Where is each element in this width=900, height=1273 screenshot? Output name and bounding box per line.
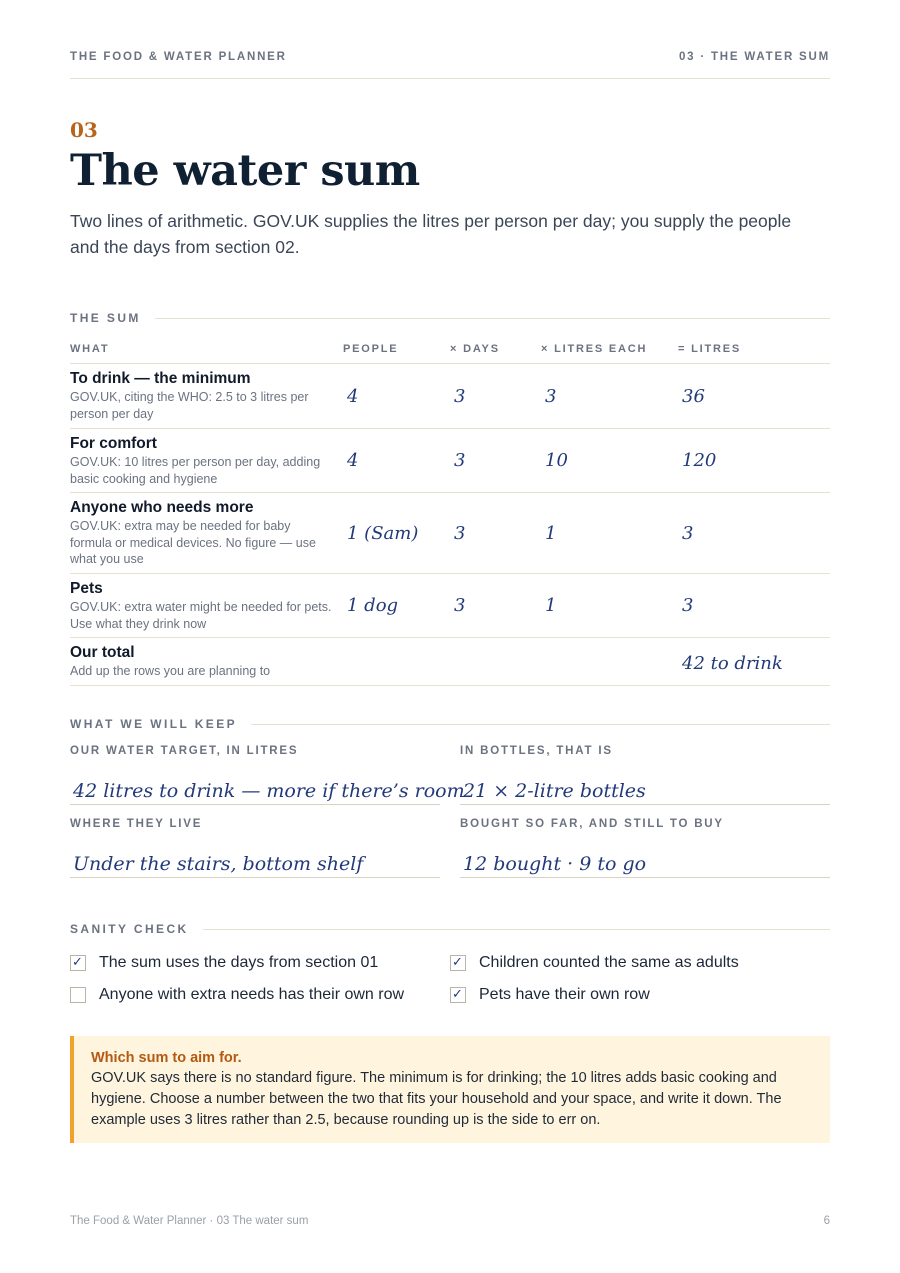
row-note: GOV.UK, citing the WHO: 2.5 to 3 litres per person per day: [70, 390, 309, 421]
row-note: GOV.UK: extra water might be needed for pets. Use what they drink now: [70, 600, 332, 631]
sanity-heading: [70, 922, 830, 936]
row-what: [70, 429, 343, 487]
intro-paragraph: Two lines of arithmetic. GOV.UK supplies the litres per person per day; you supply the people and the days from section 02.: [70, 211, 792, 257]
row-note: GOV.UK: extra may be needed for baby formula or medical devices. No figure — use what you use: [70, 519, 316, 566]
litres-each-value[interactable]: 3: [545, 385, 557, 407]
callout-box: [70, 1036, 830, 1143]
people-value[interactable]: 4: [347, 385, 359, 407]
total-note: Add up the rows you are planning to: [70, 664, 271, 678]
check-label: Pets have their own row: [479, 986, 650, 1003]
sum-heading-rule: [155, 318, 830, 319]
total-title: Our total: [70, 644, 135, 661]
page-number: 6: [823, 1215, 830, 1227]
checkmark-icon: ✓: [452, 986, 463, 1001]
checkbox[interactable]: [450, 987, 466, 1003]
days-value[interactable]: 3: [454, 385, 466, 407]
row-what: [70, 574, 343, 632]
people-value[interactable]: 1 dog: [347, 595, 399, 616]
litres-each-value[interactable]: 1: [545, 522, 557, 544]
footer-title: The Food & Water Planner · 03 The water sum: [70, 1215, 309, 1227]
sum-heading: [70, 311, 830, 325]
sanity-heading-rule: [203, 929, 830, 930]
bottles-label: IN BOTTLES, THAT IS: [460, 745, 613, 757]
row-what: [70, 364, 343, 422]
callout-body: GOV.UK says there is no standard figure. The minimum is for drinking; the 10 litres adds basic cooking and hygiene. Choose a number between the two that fits your household and your space, and write it down. The example uses 3 litres rather than 2.5, because rounding up is the side to err on.: [91, 1070, 782, 1128]
bottles-value: 21 × 2-litre bottles: [463, 780, 646, 802]
bought-field: [460, 818, 830, 878]
running-header-section: 03 · THE WATER SUM: [678, 51, 830, 63]
location-field: [70, 818, 440, 878]
table-row: [70, 493, 830, 574]
running-header: [70, 51, 830, 63]
row-title: For comfort: [70, 435, 157, 452]
water-target-value: 42 litres to drink — more if there’s room: [73, 780, 465, 802]
people-value[interactable]: 1 (Sam): [347, 522, 419, 544]
litres-value[interactable]: 3: [682, 522, 694, 544]
keep-heading-rule: [251, 724, 830, 725]
litres-value[interactable]: 3: [682, 595, 694, 616]
sum-table: [70, 340, 830, 686]
column-header-people: PEOPLE: [343, 343, 399, 355]
column-header-what: WHAT: [70, 343, 110, 355]
row-what: [70, 493, 343, 568]
litres-value[interactable]: 36: [682, 385, 705, 407]
days-value[interactable]: 3: [454, 522, 466, 544]
bought-label: BOUGHT SO FAR, AND STILL TO BUY: [460, 818, 724, 830]
check-label: Children counted the same as adults: [479, 954, 739, 971]
page-footer: [70, 1215, 830, 1227]
table-total-row: [70, 638, 830, 686]
callout-title: Which sum to aim for.: [91, 1050, 242, 1066]
column-header-days: × DAYS: [450, 343, 500, 355]
water-target-label: OUR WATER TARGET, IN LITRES: [70, 745, 299, 757]
header-divider: [70, 78, 830, 79]
litres-value[interactable]: 120: [682, 450, 717, 471]
table-row: [70, 429, 830, 493]
total-what: [70, 638, 343, 680]
litres-each-value[interactable]: 1: [545, 595, 557, 616]
row-title: Anyone who needs more: [70, 499, 254, 516]
sum-heading-label: THE SUM: [70, 311, 141, 325]
check-days-from-section[interactable]: [70, 954, 378, 972]
row-title: To drink — the minimum: [70, 370, 251, 387]
checkbox[interactable]: [450, 955, 466, 971]
bought-value: 12 bought · 9 to go: [463, 853, 647, 875]
check-extra-needs-row[interactable]: [70, 986, 404, 1004]
column-header-litres: = LITRES: [678, 343, 741, 355]
sanity-heading-label: SANITY CHECK: [70, 922, 189, 936]
page: [70, 0, 830, 1273]
checkmark-icon: ✓: [72, 954, 83, 969]
row-note: GOV.UK: 10 litres per person per day, adding basic cooking and hygiene: [70, 455, 321, 486]
row-title: Pets: [70, 580, 103, 597]
bottles-field: [460, 745, 830, 805]
page-title: The water sum: [70, 146, 420, 196]
water-target-input[interactable]: [70, 773, 465, 805]
location-value: Under the stairs, bottom shelf: [73, 853, 364, 875]
location-input[interactable]: [70, 846, 440, 878]
checkbox[interactable]: [70, 987, 86, 1003]
people-value[interactable]: 4: [347, 450, 359, 471]
days-value[interactable]: 3: [454, 595, 466, 616]
keep-heading-label: WHAT WE WILL KEEP: [70, 717, 238, 731]
table-header: [70, 340, 830, 364]
litres-each-value[interactable]: 10: [545, 450, 568, 471]
check-label: The sum uses the days from section 01: [99, 954, 379, 971]
bottles-input[interactable]: [460, 773, 830, 805]
running-header-title: THE FOOD & WATER PLANNER: [70, 51, 287, 63]
checkmark-icon: ✓: [452, 954, 463, 969]
location-label: WHERE THEY LIVE: [70, 818, 203, 830]
column-header-litres-each: × LITRES EACH: [541, 343, 648, 355]
bought-input[interactable]: [460, 846, 830, 878]
check-children-counted[interactable]: [450, 954, 739, 972]
section-number: 03: [70, 118, 98, 142]
check-label: Anyone with extra needs has their own row: [99, 986, 405, 1003]
checkbox[interactable]: [70, 955, 86, 971]
days-value[interactable]: 3: [454, 450, 466, 471]
total-value[interactable]: 42 to drink: [682, 653, 783, 674]
table-row: [70, 574, 830, 638]
check-pets-row[interactable]: [450, 986, 650, 1004]
table-row: [70, 364, 830, 429]
water-target-field: [70, 745, 465, 805]
keep-heading: [70, 717, 830, 731]
